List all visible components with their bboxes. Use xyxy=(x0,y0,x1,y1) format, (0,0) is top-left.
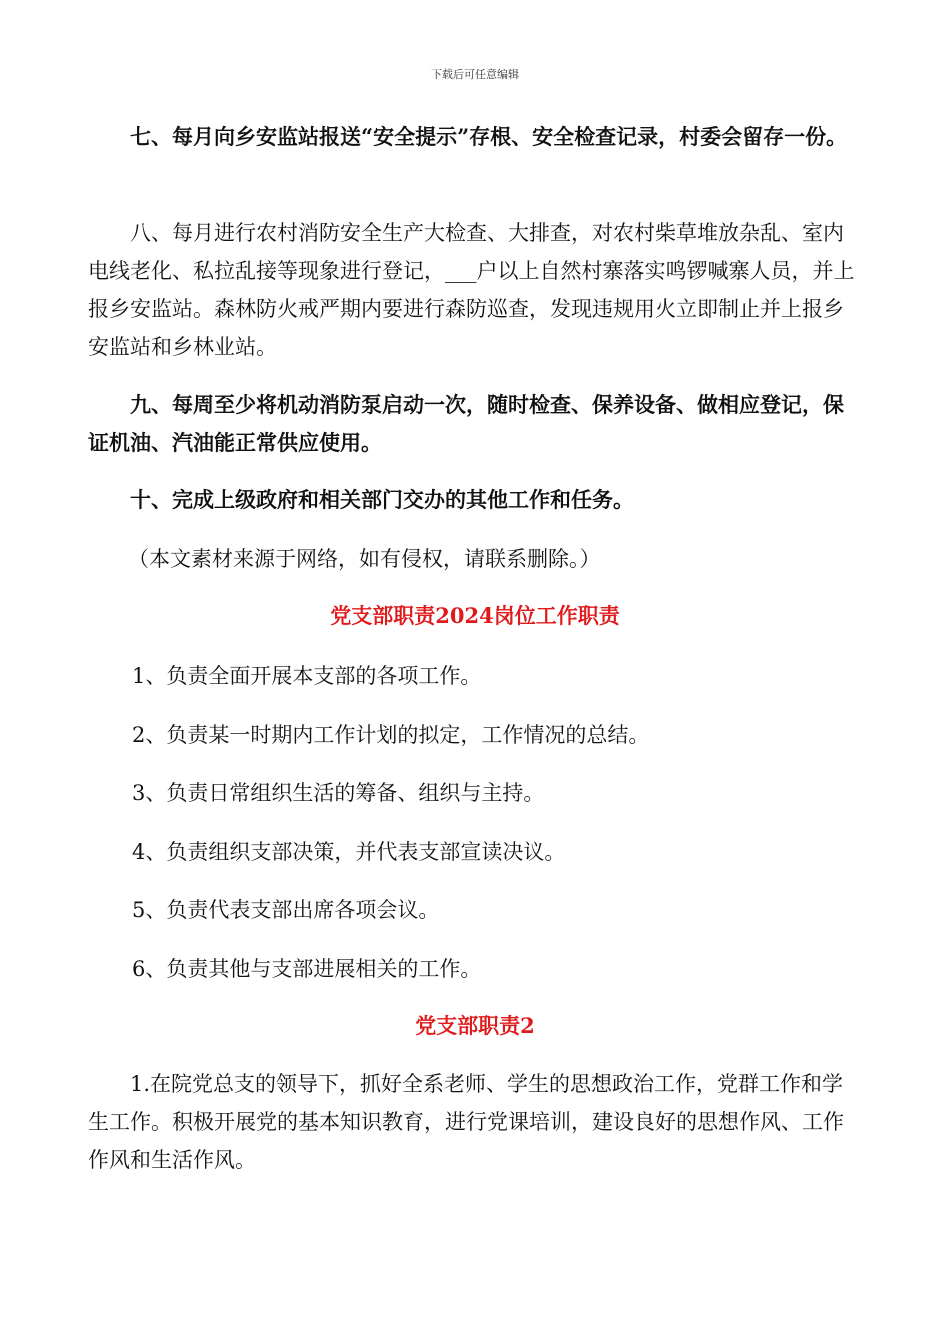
duty-item-6: 6、负责其他与支部进展相关的工作。 xyxy=(132,957,482,981)
item-8: 八、每月进行农村消防安全生产大检查、大排查，对农村柴草堆放杂乱、室内电线老化、私拉乱接等现象进行登记，___户以上自然村寨落实鸣锣喊寨人员，并上报乡安监站。森林防火戒严期内要进行森防巡查，发现违规用火立即制止并上报乡安监站和乡林业站。 xyxy=(88,221,855,359)
source-note: （本文素材来源于网络，如有侵权，请联系删除。） xyxy=(128,547,601,571)
duty-item-3: 3、负责日常组织生活的筹备、组织与主持。 xyxy=(132,781,545,805)
branch-item-1: 1.在院党总支的领导下，抓好全系老师、学生的思想政治工作，党群工作和学生工作。积极开展党的基本知识教育，进行党课培训，建设良好的思想作风、工作作风和生活作风。 xyxy=(88,1072,844,1172)
item-7: 七、每月向乡安监站报送“安全提示”存根、安全检查记录，村委会留存一份。 xyxy=(130,124,848,149)
duty-item-2: 2、负责某一时期内工作计划的拟定，工作情况的总结。 xyxy=(132,723,650,747)
duty-item-1: 1、负责全面开展本支部的各项工作。 xyxy=(132,664,482,688)
section-title-duties-2024: 党支部职责2024岗位工作职责 xyxy=(330,603,620,628)
item-10: 十、完成上级政府和相关部门交办的其他工作和任务。 xyxy=(130,487,634,512)
section-title-duties-2: 党支部职责2 xyxy=(415,1013,535,1038)
duty-item-5: 5、负责代表支部出席各项会议。 xyxy=(132,898,440,922)
item-9: 九、每周至少将机动消防泵启动一次，随时检查、保养设备、做相应登记，保证机油、汽油能正常供应使用。 xyxy=(88,392,844,455)
duty-item-4: 4、负责组织支部决策，并代表支部宣读决议。 xyxy=(132,840,566,864)
page-header: 下载后可任意编辑 xyxy=(431,68,519,81)
